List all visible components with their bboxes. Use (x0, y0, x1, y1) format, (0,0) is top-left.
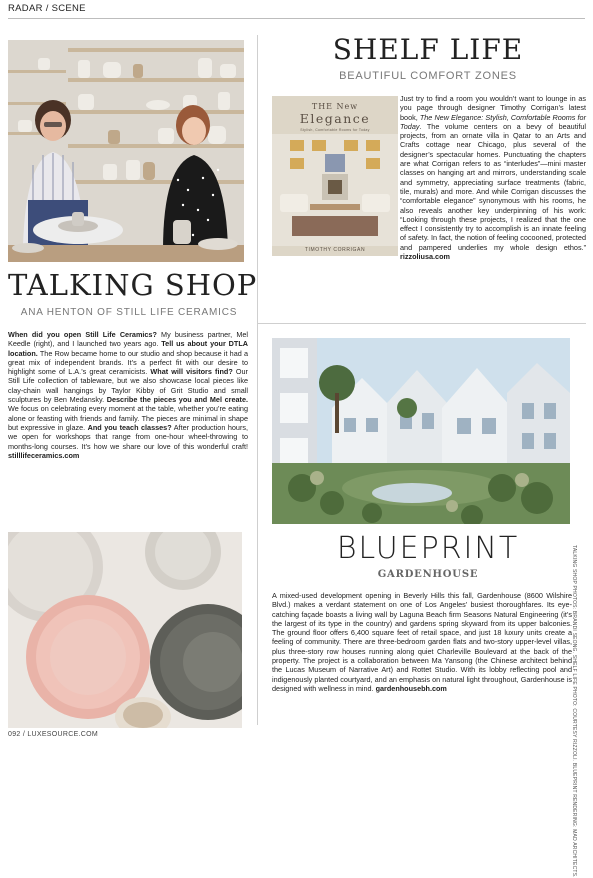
header-rule (8, 18, 585, 19)
bold-text: And you teach classes? (87, 422, 172, 432)
talking-shop-title: TALKING SHOP (8, 268, 258, 302)
bold-text: rizzoliusa.com (400, 252, 450, 262)
gardenhouse-rendering (272, 338, 570, 524)
book-tagline: Stylish, Comfortable Rooms for Today (300, 128, 370, 132)
blueprint-subtitle: GARDENHOUSE (377, 569, 479, 580)
ceramic-plates-photo (8, 532, 242, 728)
photo-credits: TALKING SHOP PHOTOS: BRANDI SEONG. SHELF LIFE PHOTO: COURTESY RIZZOLI. BLUEPRINT RENDERING: MAD ARCHITECTS. (571, 545, 577, 878)
shelf-life-title: SHELF LIFE (332, 33, 524, 66)
shelf-life-rule (258, 323, 586, 324)
bold-text: When did you open Still Life Ceramics? (8, 330, 157, 339)
book-float-spacer (272, 94, 400, 260)
talking-shop-subtitle: ANA HENTON OF STILL LIFE CERAMICS (20, 307, 238, 318)
book-author: TIMOTHY CORRIGAN (304, 247, 366, 253)
body-text: A mixed-used development opening in Beverly Hills this fall, Gardenhouse (8600 Wilshire Blvd.) makes a verdant statement on one of Los Angeles’ busiest thoroughfares. Its eye-catching façade boasts a living wall by Laguna Beach firm Seasons Natural Engineering (it’s the largest of its type in the country) and gardens spring skyward from its upper balconies. The ground floor offers 6,400 square feet of retail space, and just 18 luxury units create a feeling of community. There are three-bedroom garden flats and two-story upper-level villas, plus three-story row houses running along quiet Charleville Boulevard at the back of the property. The project is a collaboration between Ma Yansong (the Chinese architect behind the Lucas Museum of Narrative Art) and Rottet Studio. With its lobby reflecting pool and indigenously planted courtyard, and an emphasis on natural light throughout, Gardenhouse is designed with wellness in mind. (272, 591, 572, 693)
body-text: . The volume centers on a bevy of beautiful projects, from an ornate villa in Qatar to an Arts and Crafts cottage near Chicago, plus several of the designer’s spectacular homes. Punctuating the chapters are what Corrigan refers to as “interludes”—mini master classes on hanging art and mirrors, understanding scale and symmetry, appreciating surface treatments (fabric, tile, murals) and more. And while Corrigan discusses the “comfortable elegance” synonymous with his rooms, he also reveals another key underpinning of his work: “Looking through these projects, I realized that the one effect I consistently try to accomplish is an innate feeling of safety. In fact, the notion of feeling cocooned, protected and pampered underlies my whole design ethos.” (400, 121, 586, 252)
ceramicists-photo (8, 40, 244, 262)
shelf-life-text (400, 94, 586, 261)
talking-shop-body (8, 330, 248, 460)
page-footer: 092 / LUXESOURCE.COM (8, 731, 99, 738)
bold-text: Describe the pieces you and Mel create. (106, 395, 248, 405)
body-text: My business partner, Mel Keedle (right), and I launched two years ago. (8, 330, 249, 349)
bold-text: gardenhousebh.com (375, 683, 447, 693)
blueprint-body (272, 591, 572, 693)
italic-text: The New Elegance: Stylish, Comfortable Rooms for Today (400, 112, 586, 131)
column-divider (257, 35, 258, 725)
body-text: After production hours, we open for workshops that range from one-hour wheel-throwing to months-long courses. It’s how we share our love of this wonderful craft! (8, 422, 248, 451)
shelf-life-body (272, 94, 586, 261)
book-title-line2: Elegance (299, 111, 371, 126)
body-text: Just try to find a room you wouldn’t want to lounge in as you page through designer Timothy Corrigan’s latest book, (400, 94, 586, 122)
blueprint-title: BLUEPRINT (336, 531, 520, 566)
body-text: Our Still Life collection of tableware, but we also showcase local pieces like clay-chain wall hangings by Taylor Kibby of Grit Studio and small sculptures by Ben Medansky. (8, 367, 248, 405)
bold-text: Tell us about your DTLA location. (8, 339, 248, 358)
body-text: We focus on celebrating every moment at the table, whether you’re eating alone or feasting with friends and family. The pieces are minimal in shape but expressive in glaze. (8, 404, 248, 432)
section-header: RADAR / SCENE (8, 3, 86, 14)
book-title-line1: THE New (311, 102, 359, 111)
bold-text: stilllifeceramics.com (8, 450, 80, 460)
bold-text: What will visitors find? (150, 367, 233, 377)
body-text: The Row became home to our studio and shop because it had a great mix of independent brands. It’s a perfect fit with our desire to highlight some of L.A.’s great ceramicists. (8, 348, 248, 377)
shelf-life-subtitle: BEAUTIFUL COMFORT ZONES (339, 70, 517, 82)
